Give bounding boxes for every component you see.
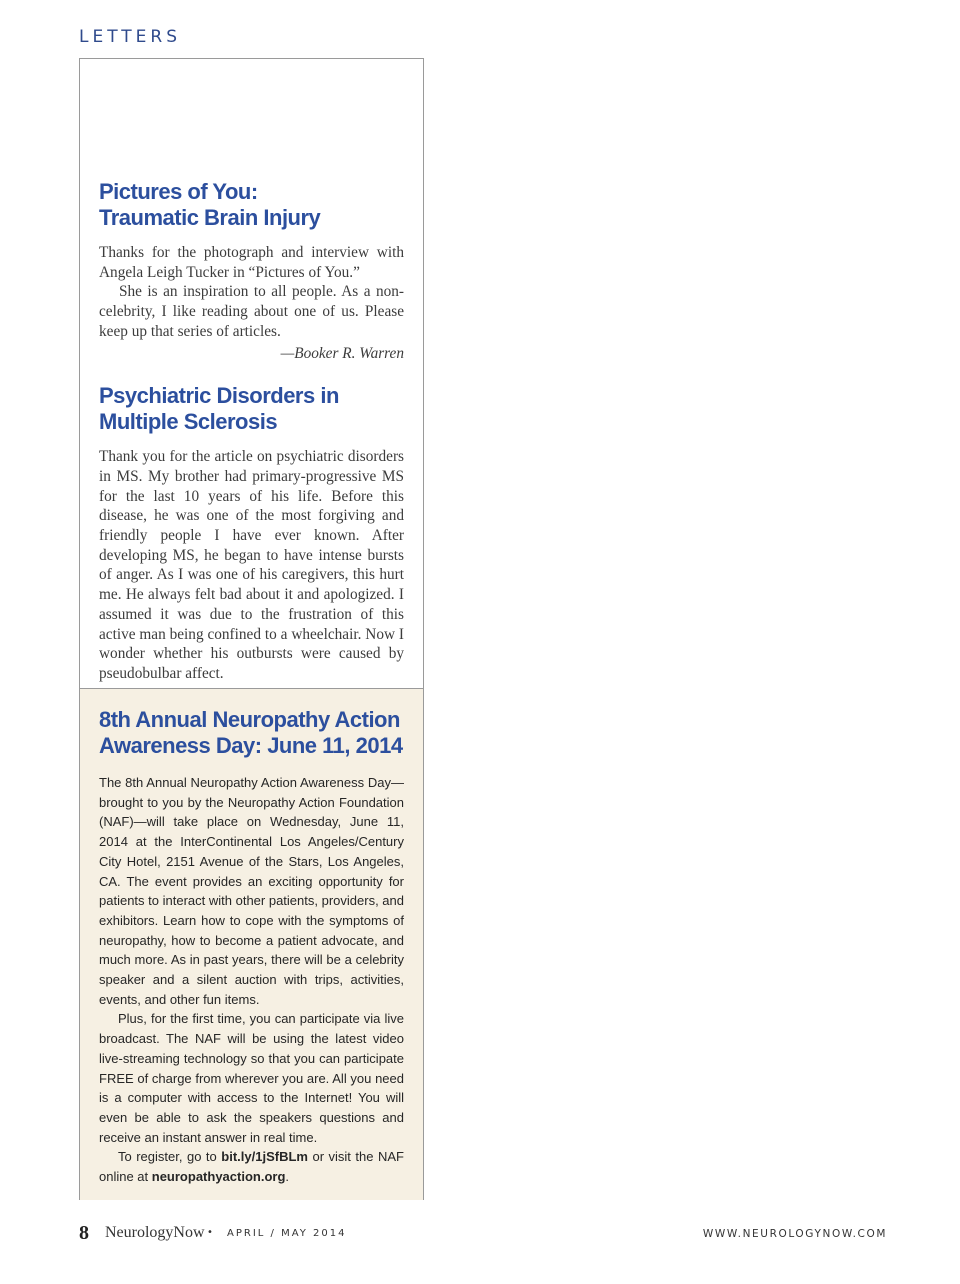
page-footer: [79, 1222, 887, 1246]
announcement-title-line: 8th Annual Neuropathy Action: [99, 707, 400, 732]
announcement-paragraph: Plus, for the first time, you can participate via live broadcast. The NAF will be using the latest video live-streaming technology so that you can participate FREE of charge from wherever you are. All you need is a computer with access to the Internet! You will even be able to ask the speakers questions and receive an instant answer in real time.: [99, 1011, 404, 1145]
magazine-brand: NeurologyNow: [105, 1224, 205, 1241]
page-number: 8: [79, 1222, 89, 1244]
bullet-separator: •: [207, 1227, 213, 1238]
letter-title-line: Psychiatric Disorders in: [99, 383, 339, 409]
letter-pictures-of-you: [99, 179, 404, 363]
register-paragraph: [99, 1147, 404, 1186]
letter-title: [99, 383, 404, 435]
letter-paragraph: Thank you for the article on psychiatric disorders in MS. My brother had primary-progressive MS for the last 10 years of his life. Before this disease, he was one of the most forgiving and friendly people I have ever known. After developing MS, he began to have intense bursts of anger. As I was one of his caregivers, this hurt me. He always felt bad about it and apologized. I assumed it was due to the frustration of this active man being confined to a wheelchair. Now I wonder whether his outbursts were caused by pseudobulbar affect.: [99, 448, 404, 682]
letters-column: [79, 58, 424, 1200]
letter-title-line: Multiple Sclerosis: [99, 409, 278, 435]
letter-paragraph: She is an inspiration to all people. As a non-celebrity, I like reading about one of us. Please keep up that series of articles.: [99, 283, 404, 340]
announcement-sidebar: [80, 688, 423, 1200]
register-short-link[interactable]: bit.ly/1jSfBLm: [221, 1149, 308, 1165]
register-suffix: .: [285, 1169, 290, 1185]
announcement-title-line: Awareness Day: June 11, 2014: [99, 733, 403, 758]
register-prefix: To register, go to: [118, 1149, 222, 1165]
naf-website-link[interactable]: neuropathyaction.org: [151, 1169, 286, 1185]
letter-title-line: Traumatic Brain Injury: [99, 205, 321, 230]
letter-paragraph: Thanks for the photograph and interview with Angela Leigh Tucker in “Pictures of You.”: [99, 244, 404, 281]
letter-psychiatric-disorders: [99, 383, 404, 705]
register-middle: or visit the NAF online at: [99, 1149, 404, 1185]
letter-signature: —Booker R. Warren: [280, 344, 404, 362]
issue-date: APRIL / MAY 2014: [227, 1228, 347, 1239]
website-url[interactable]: WWW.NEUROLOGYNOW.COM: [702, 1228, 887, 1240]
letter-title-line: Pictures of You:: [99, 179, 258, 204]
letter-title: [99, 179, 404, 231]
announcement-content: [99, 707, 404, 1187]
section-label: LETTERS: [79, 27, 182, 47]
announcement-title: [99, 707, 404, 759]
announcement-paragraph: The 8th Annual Neuropathy Action Awareness Day—brought to you by the Neuropathy Action Foundation (NAF)—will take place on Wednesday, June 11, 2014 at the InterContinental Los Angeles/Century City Hotel, 2151 Avenue of the Stars, Los Angeles, CA. The event provides an exciting opportunity for patients to interact with other patients, providers, and exhibitors. Learn how to cope with the symptoms of neuropathy, how to become a patient advocate, and much more. As in past years, there will be a celebrity speaker and a silent auction with trips, activities, events, and other fun items.: [99, 775, 404, 1007]
letters-list: [99, 179, 404, 705]
